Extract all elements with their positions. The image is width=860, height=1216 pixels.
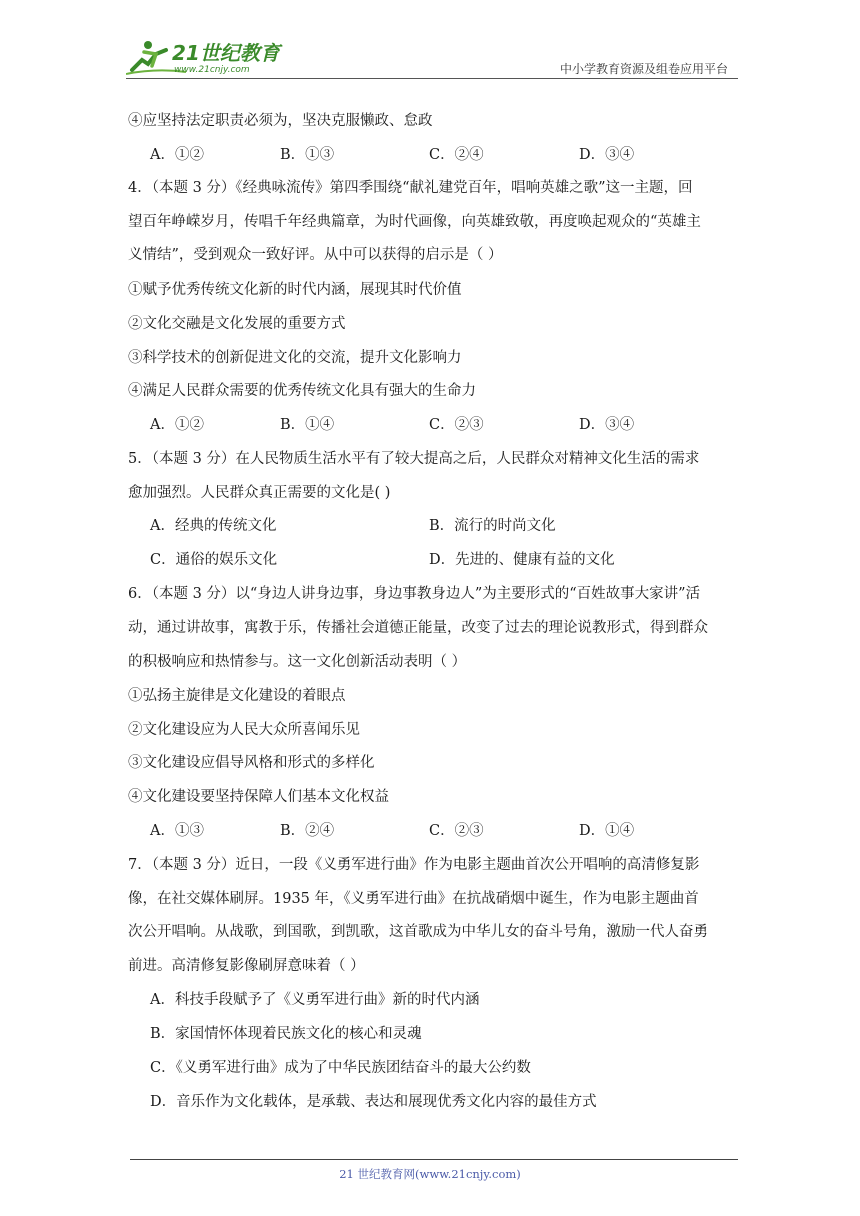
q6-item-4: ④文化建设要坚持保障人们基本文化权益 <box>128 789 389 805</box>
q4-item-1: ①赋予优秀传统文化新的时代内涵，展现其时代价值 <box>128 282 462 298</box>
q6-option-c: C．②③ <box>429 823 484 839</box>
q6-stem-line-3: 的积极响应和热情参与。这一文化创新活动表明（ ） <box>128 654 467 670</box>
q4-item-2: ②文化交融是文化发展的重要方式 <box>128 316 346 332</box>
q6-item-2: ②文化建设应为人民大众所喜闻乐见 <box>128 722 360 738</box>
q4-option-d: D．③④ <box>579 417 635 433</box>
q7-stem-line-3: 次公开唱响。从战歌，到国歌，到凯歌，这首歌成为中华儿女的奋斗号角，激励一代人奋勇 <box>128 924 708 940</box>
q5-option-a: A．经典的传统文化 <box>150 518 277 534</box>
q4-option-b: B．①④ <box>280 417 335 433</box>
q3-option-c: C．②④ <box>429 147 484 163</box>
site-logo <box>126 36 286 78</box>
q4-stem-line-2: 望百年峥嵘岁月，传唱千年经典篇章，为时代画像，向英雄致敬，再度唤起观众的“英雄主 <box>128 214 701 230</box>
q6-option-d: D．①④ <box>579 823 635 839</box>
header-divider <box>126 78 738 79</box>
q6-stem-line-2: 动，通过讲故事，寓教于乐，传播社会道德正能量，改变了过去的理论说教形式，得到群众 <box>128 620 708 636</box>
q7-option-a: A．科技手段赋予了《义勇军进行曲》新的时代内涵 <box>150 992 480 1008</box>
q3-item-4: ④应坚持法定职责必须为，坚决克服懒政、怠政 <box>128 113 433 129</box>
q5-option-c: C．通俗的娱乐文化 <box>150 552 278 568</box>
q3-option-d: D．③④ <box>579 147 635 163</box>
q5-option-d: D．先进的、健康有益的文化 <box>429 552 615 568</box>
q7-stem-line-1: 7．（本题 3 分）近日，一段《义勇军进行曲》作为电影主题曲首次公开唱响的高清修复影 <box>128 857 700 873</box>
q6-option-a: A．①③ <box>150 823 204 839</box>
q7-stem-line-2: 像，在社交媒体刷屏。1935 年，《义勇军进行曲》在抗战硝烟中诞生，作为电影主题曲首 <box>128 891 699 907</box>
logo-url: www.21cnjy.com <box>174 65 250 75</box>
footer-divider <box>130 1159 738 1160</box>
q3-option-b: B．①③ <box>280 147 335 163</box>
q7-option-c: C．《义勇军进行曲》成为了中华民族团结奋斗的最大公约数 <box>150 1060 531 1076</box>
q5-stem-line-1: 5．（本题 3 分）在人民物质生活水平有了较大提高之后，人民群众对精神文化生活的需求 <box>128 451 700 467</box>
q7-option-d: D．音乐作为文化载体，是承载、表达和展现优秀文化内容的最佳方式 <box>150 1094 597 1110</box>
q4-item-3: ③科学技术的创新促进文化的交流，提升文化影响力 <box>128 350 462 366</box>
q7-stem-line-4: 前进。高清修复影像刷屏意味着（ ） <box>128 958 365 974</box>
q4-option-c: C．②③ <box>429 417 484 433</box>
q3-option-a: A．①② <box>150 147 204 163</box>
q5-option-b: B．流行的时尚文化 <box>429 518 556 534</box>
q5-stem-line-2: 愈加强烈。人民群众真正需要的文化是( ) <box>128 485 391 501</box>
header-platform-name: 中小学教育资源及组卷应用平台 <box>559 62 728 76</box>
q4-stem-line-1: 4．（本题 3 分）《经典咏流传》第四季围绕“献礼建党百年，唱响英雄之歌”这一主题，回 <box>128 180 693 196</box>
logo-text: 21世纪教育 <box>172 41 280 65</box>
q6-item-3: ③文化建设应倡导风格和形式的多样化 <box>128 755 375 771</box>
q4-stem-line-3: 义情结”，受到观众一致好评。从中可以获得的启示是（ ） <box>128 247 503 263</box>
q6-option-b: B．②④ <box>280 823 335 839</box>
q4-option-a: A．①② <box>150 417 204 433</box>
q7-option-b: B．家国情怀体现着民族文化的核心和灵魂 <box>150 1026 422 1042</box>
q4-item-4: ④满足人民群众需要的优秀传统文化具有强大的生命力 <box>128 383 476 399</box>
q6-item-1: ①弘扬主旋律是文化建设的着眼点 <box>128 688 346 704</box>
footer-site-link[interactable]: 21 世纪教育网(www.21cnjy.com) <box>339 1167 521 1181</box>
q6-stem-line-1: 6．（本题 3 分）以“身边人讲身边事，身边事教身边人”为主要形式的“百姓故事大家讲”活 <box>128 586 701 602</box>
